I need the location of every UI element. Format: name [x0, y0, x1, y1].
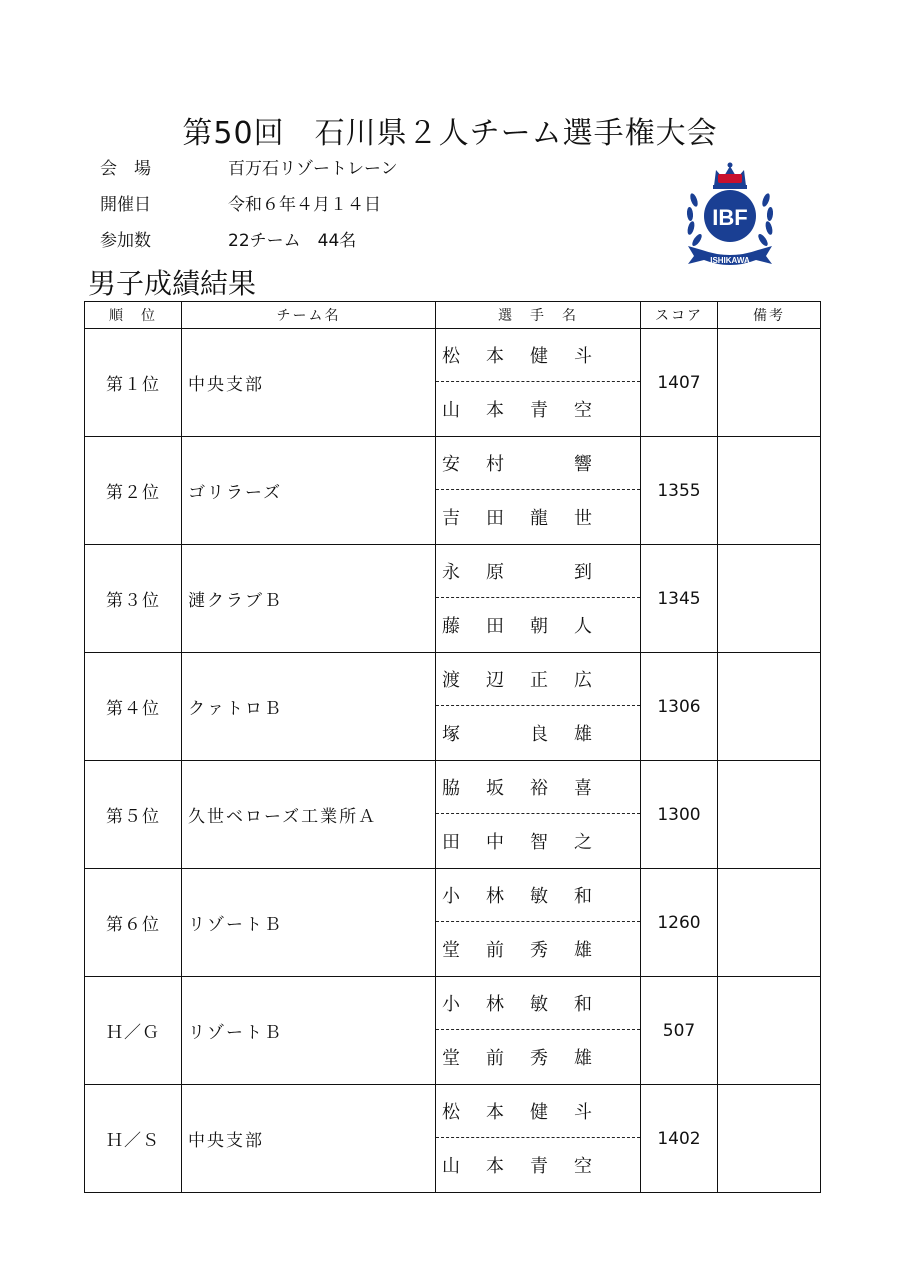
rank-cell: 第３位 [85, 545, 182, 653]
player-char: 敏 [530, 994, 548, 1015]
players-cell [436, 437, 641, 545]
player-name [436, 653, 640, 706]
date-label: 開催日 [100, 195, 151, 215]
player-char: 青 [530, 399, 548, 421]
col-note: 備考 [718, 302, 821, 329]
players-cell [436, 545, 641, 653]
player-name [436, 329, 640, 382]
player-char: 響 [574, 454, 592, 475]
team-cell: リゾートＢ [182, 977, 436, 1085]
table-header-row [85, 302, 821, 329]
score-cell: 1407 [641, 329, 718, 437]
table-row [85, 1085, 821, 1193]
col-score: スコア [641, 302, 718, 329]
player-char: 田 [442, 831, 460, 853]
player-char: 小 [442, 994, 460, 1015]
crown-icon [713, 163, 747, 190]
page-title [0, 108, 900, 152]
table-row [85, 653, 821, 761]
player-char: 脇 [442, 778, 460, 799]
player-char: 松 [442, 346, 460, 367]
player-char: 村 [486, 454, 504, 475]
note-cell [718, 545, 821, 653]
logo-ribbon-text: ISHIKAWA [710, 256, 750, 265]
player-char: 小 [442, 886, 460, 907]
player-char: 到 [574, 562, 592, 583]
player-name [436, 1030, 640, 1083]
col-team: チーム名 [182, 302, 436, 329]
rank-cell: Ｈ／Ｓ [85, 1085, 182, 1193]
table-row [85, 977, 821, 1085]
player-name [436, 382, 640, 435]
team-cell: 久世ベローズ工業所Ａ [182, 761, 436, 869]
player-name [436, 706, 640, 759]
player-char: 永 [442, 562, 460, 583]
player-char: 吉 [442, 507, 460, 529]
player-name [436, 437, 640, 490]
player-char: 空 [574, 399, 592, 421]
player-name [436, 922, 640, 975]
player-char: 林 [486, 886, 504, 907]
players-cell [436, 761, 641, 869]
player-char: 坂 [486, 778, 504, 799]
player-char: 松 [442, 1102, 460, 1123]
player-char: 田 [486, 615, 504, 637]
ibf-logo [680, 160, 780, 276]
player-char: 龍 [530, 507, 548, 529]
player-name [436, 869, 640, 922]
player-char: 山 [442, 399, 460, 421]
player-name [436, 1085, 640, 1138]
player-char: 田 [486, 507, 504, 529]
player-name [436, 490, 640, 543]
player-name [436, 977, 640, 1030]
player-char: 之 [574, 831, 592, 853]
player-char: 山 [442, 1155, 460, 1177]
player-char: 本 [486, 1102, 504, 1123]
player-char: 広 [574, 670, 592, 691]
player-char: 前 [486, 939, 504, 961]
player-char: 人 [574, 615, 592, 637]
venue-row [100, 154, 398, 179]
player-char: 良 [530, 723, 548, 745]
player-char: 辺 [486, 670, 504, 691]
col-players: 選 手 名 [436, 302, 641, 329]
rank-cell: 第４位 [85, 653, 182, 761]
player-char: 斗 [574, 1102, 592, 1123]
player-char: 雄 [574, 1047, 592, 1069]
rank-cell: 第６位 [85, 869, 182, 977]
player-char: 藤 [442, 615, 460, 637]
player-char: 斗 [574, 346, 592, 367]
player-char: 秀 [530, 1047, 548, 1069]
player-char: 堂 [442, 939, 460, 961]
player-char: 正 [530, 670, 548, 691]
player-char: 塚 [442, 723, 460, 745]
player-char: 雄 [574, 939, 592, 961]
player-char: 世 [574, 507, 592, 529]
players-cell [436, 329, 641, 437]
rank-cell: 第２位 [85, 437, 182, 545]
score-cell: 1345 [641, 545, 718, 653]
player-name [436, 545, 640, 598]
team-cell: リゾートＢ [182, 869, 436, 977]
player-char: 健 [530, 346, 548, 367]
table-row [85, 761, 821, 869]
participants-label: 参加数 [100, 231, 151, 251]
player-char: 本 [486, 346, 504, 367]
player-char: 前 [486, 1047, 504, 1069]
note-cell [718, 1085, 821, 1193]
player-char: 安 [442, 454, 460, 475]
score-cell: 1402 [641, 1085, 718, 1193]
team-cell: 中央支部 [182, 1085, 436, 1193]
note-cell [718, 977, 821, 1085]
player-char: 秀 [530, 939, 548, 961]
results-table [84, 301, 821, 1193]
date-value: 令和６年４月１４日 [228, 195, 381, 215]
table-row [85, 545, 821, 653]
score-cell: 1260 [641, 869, 718, 977]
participants-row [100, 226, 356, 251]
player-char: 堂 [442, 1047, 460, 1069]
player-char: 空 [574, 1155, 592, 1177]
score-cell: 1355 [641, 437, 718, 545]
team-cell: クァトロＢ [182, 653, 436, 761]
player-char: 和 [574, 886, 592, 907]
rank-cell: Ｈ／Ｇ [85, 977, 182, 1085]
title-text: 石川県２人チーム選手権大会 [314, 116, 718, 151]
player-char: 原 [486, 562, 504, 583]
title-edition: 第50回 [182, 116, 285, 151]
section-heading: 男子成績結果 [88, 267, 257, 300]
venue-value: 百万石リゾートレーン [228, 159, 398, 179]
player-char: 健 [530, 1102, 548, 1123]
note-cell [718, 869, 821, 977]
player-name [436, 1138, 640, 1191]
rank-cell: 第１位 [85, 329, 182, 437]
note-cell [718, 761, 821, 869]
player-char: 智 [530, 831, 548, 853]
players-cell [436, 977, 641, 1085]
score-cell: 507 [641, 977, 718, 1085]
player-char: 和 [574, 994, 592, 1015]
player-char: 本 [486, 399, 504, 421]
players-cell [436, 653, 641, 761]
table-row [85, 329, 821, 437]
player-char: 雄 [574, 723, 592, 745]
player-char: 林 [486, 994, 504, 1015]
players-cell [436, 1085, 641, 1193]
note-cell [718, 329, 821, 437]
participants-value: 22チーム 44名 [228, 231, 357, 251]
player-char: 裕 [530, 778, 548, 799]
player-char: 本 [486, 1155, 504, 1177]
col-rank: 順 位 [85, 302, 182, 329]
team-cell: 漣クラブＢ [182, 545, 436, 653]
player-name [436, 814, 640, 867]
table-row [85, 437, 821, 545]
score-cell: 1306 [641, 653, 718, 761]
player-name [436, 761, 640, 814]
note-cell [718, 653, 821, 761]
players-cell [436, 869, 641, 977]
player-char: 渡 [442, 670, 460, 691]
player-char: 敏 [530, 886, 548, 907]
note-cell [718, 437, 821, 545]
date-row [100, 190, 381, 215]
player-char: 青 [530, 1155, 548, 1177]
table-row [85, 869, 821, 977]
player-char: 中 [486, 831, 504, 853]
team-cell: 中央支部 [182, 329, 436, 437]
score-cell: 1300 [641, 761, 718, 869]
team-cell: ゴリラーズ [182, 437, 436, 545]
rank-cell: 第５位 [85, 761, 182, 869]
venue-label: 会 場 [100, 159, 151, 179]
player-char: 喜 [574, 778, 592, 799]
player-name [436, 598, 640, 651]
logo-letters: IBF [712, 205, 748, 230]
player-char: 朝 [530, 615, 548, 637]
